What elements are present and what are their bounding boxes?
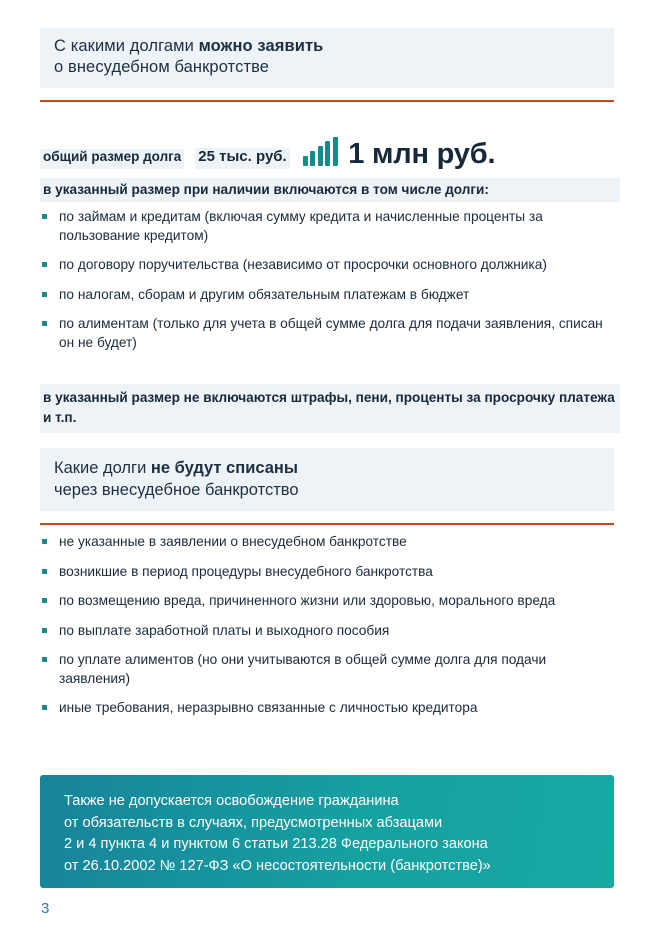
- list-item: возникшие в период процедуры внесудебного банкротства: [40, 563, 614, 582]
- debt-amount-row: [40, 133, 614, 169]
- section-2-title-bold: не будут списаны: [150, 459, 298, 477]
- included-debts-list: [40, 208, 614, 363]
- list-item: по возмещению вреда, причиненного жизни или здоровью, морального вреда: [40, 592, 614, 611]
- list-item: по налогам, сборам и другим обязательным платежам в бюджет: [40, 286, 614, 305]
- section-1-title-bold: можно заявить: [198, 37, 324, 55]
- page-number: 3: [41, 900, 50, 917]
- section-2-header: [40, 448, 614, 525]
- list-item: по уплате алиментов (но они учитываются в общей сумме долга для подачи заявления): [40, 651, 614, 688]
- list-item: по алиментам (только для учета в общей сумме долга для подачи заявления, списан он не будет): [40, 315, 614, 352]
- section-2-header-text: [40, 448, 614, 511]
- section-1-header: [40, 28, 614, 102]
- section-1-divider: [40, 100, 614, 102]
- section-1-subhead: в указанный размер при наличии включаются в том числе долги:: [40, 178, 620, 202]
- section-1-note: в указанный размер не включаются штрафы, пени, проценты за просрочку платежа и т.п.: [40, 384, 620, 433]
- list-item: по выплате заработной платы и выходного пособия: [40, 622, 614, 641]
- section-2-divider: [40, 523, 614, 525]
- legal-notice-callout: [40, 775, 614, 888]
- section-2-title-line-2: через внесудебное банкротство: [54, 481, 299, 499]
- section-1-title-plain: С какими долгами: [54, 37, 199, 55]
- callout-line-1: Также не допускается освобождение гражданина: [64, 793, 399, 809]
- section-1-title-line-2: о внесудебном банкротстве: [54, 58, 270, 76]
- section-1-title-line-1: [54, 36, 600, 57]
- non-dischargeable-debts-list: [40, 533, 614, 729]
- callout-line-4: от 26.10.2002 № 127-ФЗ «О несостоятельности (банкротстве)»: [64, 857, 491, 874]
- list-item: иные требования, неразрывно связанные с личностью кредитора: [40, 699, 614, 718]
- callout-line-2: от обязательств в случаях, предусмотренных абзацами: [64, 814, 443, 831]
- section-2-title-plain: Какие долги: [54, 459, 151, 477]
- debt-amount-min: 25 тыс. руб.: [195, 148, 289, 169]
- list-item: по займам и кредитам (включая сумму кредита и начисленные проценты за пользование кредитом): [40, 208, 614, 245]
- debt-amount-label: общий размер долга: [40, 149, 184, 169]
- section-2-title-line-1: [54, 457, 600, 479]
- list-item: по договору поручительства (независимо от просрочки основного должника): [40, 256, 614, 275]
- callout-line-3: 2 и 4 пункта 4 и пунктом 6 статьи 213.28 Федерального закона: [64, 836, 488, 852]
- section-1-header-text: [40, 28, 614, 88]
- bar-chart-icon: [303, 139, 341, 166]
- debt-amount-max: 1 млн руб.: [348, 138, 496, 170]
- list-item: не указанные в заявлении о внесудебном банкротстве: [40, 533, 614, 552]
